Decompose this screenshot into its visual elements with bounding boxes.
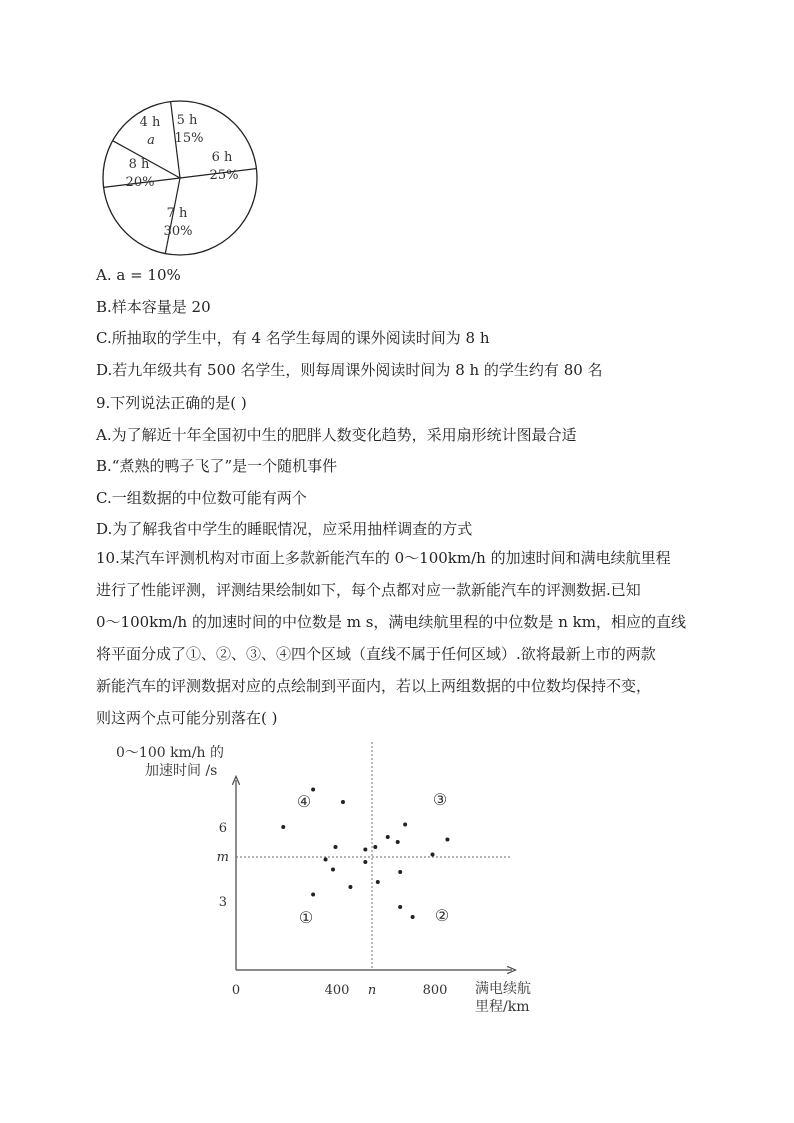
q8-option-a: A. a = 10% [96, 266, 181, 284]
region-2-label: ② [434, 906, 450, 925]
pie-label-5h: 5 h [176, 113, 198, 128]
x-tick-800: 800 [422, 983, 448, 998]
region-3-label: ③ [432, 790, 448, 809]
region-4-label: ④ [296, 792, 312, 811]
scatter-point [411, 915, 415, 919]
q8-option-c: C.所抽取的学生中，有 4 名学生每周的课外阅读时间为 8 h [96, 329, 490, 347]
q10-line-2: 进行了性能评测，评测结果绘制如下，每个点都对应一款新能汽车的评测数据.已知 [96, 581, 641, 599]
y-axis-label-1: 0～100 km/h 的 [116, 745, 225, 761]
pie-label-4h: 4 h [139, 115, 161, 130]
scatter-point [386, 835, 390, 839]
scatter-point [348, 885, 352, 889]
scatter-point [331, 868, 335, 872]
pie-label-30: 30% [163, 224, 193, 239]
m-label: m [216, 850, 229, 865]
q9-option-d: D.为了解我省中学生的睡眠情况，应采用抽样调查的方式 [96, 520, 473, 538]
pie-label-a: a [147, 133, 155, 148]
scatter-point [363, 848, 367, 852]
q9-option-c: C.一组数据的中位数可能有两个 [96, 489, 307, 507]
y-tick-3: 3 [218, 895, 227, 910]
q10-line-3: 0～100km/h 的加速时间的中位数是 m s，满电续航里程的中位数是 n km，相应的直线 [96, 613, 686, 631]
q10-line-6: 则这两个点可能分别落在( ) [96, 709, 278, 727]
scatter-point [431, 853, 435, 857]
q10-line-4: 将平面分成了①、②、③、④四个区域（直线不属于任何区域）.欲将最新上市的两款 [96, 645, 656, 663]
n-label: n [367, 983, 377, 998]
scatter-point [403, 823, 407, 827]
q9-option-a: A.为了解近十年全国初中生的肥胖人数变化趋势，采用扇形统计图最合适 [96, 426, 577, 444]
x-axis-label-2: 里程/km [475, 999, 530, 1015]
scatter-point [281, 825, 285, 829]
pie-label-25: 25% [209, 168, 239, 183]
x-tick-400: 400 [324, 983, 350, 998]
region-1-label: ① [298, 908, 314, 927]
x-axis-label-1: 满电续航 [475, 981, 531, 997]
scatter-point [445, 838, 449, 842]
scatter-point [398, 905, 402, 909]
scatter-point [311, 788, 315, 792]
scatter-point [376, 880, 380, 884]
q8-option-b: B.样本容量是 20 [96, 298, 211, 316]
scatter-point [341, 800, 345, 804]
scatter-point [324, 858, 328, 862]
q10-line-1: 10.某汽车评测机构对市面上多款新能汽车的 0～100km/h 的加速时间和满电续航里程 [96, 549, 671, 567]
y-tick-6: 6 [218, 821, 227, 836]
y-axis-label-2: 加速时间 /s [145, 763, 218, 779]
scatter-point [396, 840, 400, 844]
q8-option-d: D.若九年级共有 500 名学生，则每周课外阅读时间为 8 h 的学生约有 80 名 [96, 361, 603, 379]
origin-label: 0 [231, 983, 241, 998]
pie-label-7h: 7 h [166, 206, 188, 221]
scatter-point [373, 845, 377, 849]
pie-label-15: 15% [174, 131, 204, 146]
scatter-point [363, 860, 367, 864]
scatter-point [311, 893, 315, 897]
pie-label-6h: 6 h [211, 150, 233, 165]
scatter-point [334, 845, 338, 849]
pie-label-8h: 8 h [128, 157, 150, 172]
q10-line-5: 新能汽车的评测数据对应的点绘制到平面内，若以上两组数据的中位数均保持不变， [96, 677, 652, 695]
scatter-point [398, 870, 402, 874]
q9-option-b: B.“煮熟的鸭子飞了”是一个随机事件 [96, 457, 338, 475]
pie-label-20: 20% [125, 175, 155, 190]
q9-stem: 9.下列说法正确的是( ) [96, 394, 247, 412]
